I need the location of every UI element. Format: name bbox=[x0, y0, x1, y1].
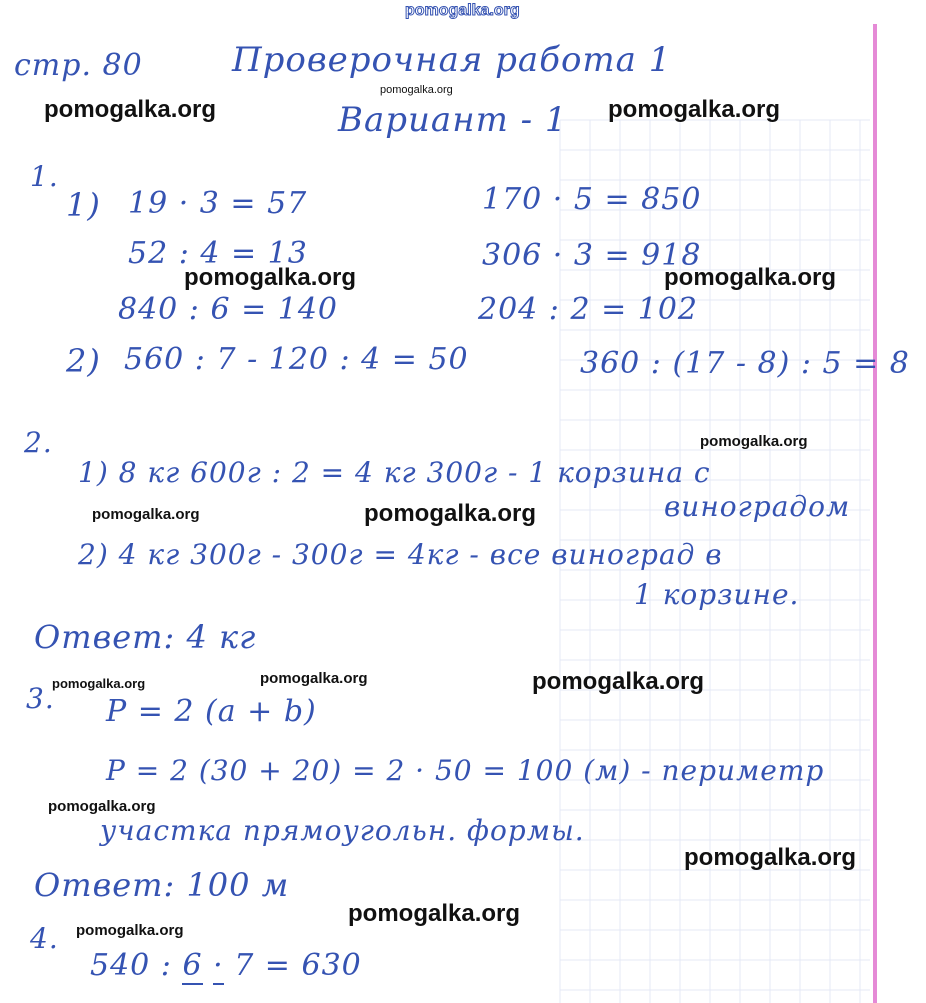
task-2-step-2: 2) 4 кг 300г - 300г = 4кг - все виноград в bbox=[78, 538, 723, 571]
work-title: Проверочная работа 1 bbox=[232, 40, 672, 80]
task-2-step-2-continuation: 1 корзине. bbox=[634, 578, 800, 611]
task-3-formula: P = 2 (a + b) bbox=[106, 694, 317, 729]
watermark: pomogalka.org bbox=[52, 676, 146, 691]
watermark: pomogalka.org bbox=[48, 798, 156, 815]
watermark: pomogalka.org bbox=[184, 264, 357, 291]
task-1-expression: 560 : 7 - 120 : 4 = 50 bbox=[124, 342, 469, 377]
task-1-part-1-label: 1) bbox=[66, 186, 101, 224]
task-4-result: 7 = 630 bbox=[234, 948, 362, 983]
task-3-answer: Ответ: 100 м bbox=[34, 866, 290, 904]
task-2-step-1: 1) 8 кг 600г : 2 = 4 кг 300г - 1 корзина с bbox=[78, 456, 711, 489]
task-4-underlined-divisor: 6 bbox=[182, 948, 203, 983]
task-1-equation: 840 : 6 = 140 bbox=[118, 292, 338, 327]
task-4-expression bbox=[90, 948, 362, 983]
task-2-answer: Ответ: 4 кг bbox=[34, 618, 257, 656]
task-1-expression: 360 : (17 - 8) : 5 = 8 bbox=[580, 346, 910, 381]
task-1-equation: 204 : 2 = 102 bbox=[478, 292, 698, 327]
watermark: pomogalka.org bbox=[700, 433, 808, 450]
watermark: pomogalka.org bbox=[664, 264, 837, 291]
task-1-part-2-label: 2) bbox=[66, 342, 101, 380]
task-3-calculation: P = 2 (30 + 20) = 2 · 50 = 100 (м) - периметр bbox=[106, 754, 825, 787]
task-2-step-1-continuation: виноградом bbox=[664, 490, 851, 523]
task-1-equation: 52 : 4 = 13 bbox=[128, 236, 308, 271]
watermark: pomogalka.org bbox=[260, 670, 368, 687]
task-1-equation: 306 · 3 = 918 bbox=[482, 238, 702, 273]
variant-label: Вариант - 1 bbox=[338, 100, 568, 140]
page-reference: стр. 80 bbox=[14, 48, 143, 83]
task-4-multiply-sign: · bbox=[213, 948, 224, 983]
watermark: pomogalka.org bbox=[684, 844, 857, 871]
watermark-top: pomogalka.org bbox=[405, 2, 520, 19]
watermark: pomogalka.org bbox=[380, 84, 453, 96]
task-4-number: 4. bbox=[30, 922, 59, 955]
watermark: pomogalka.org bbox=[364, 500, 537, 527]
watermark: pomogalka.org bbox=[348, 900, 521, 927]
watermark: pomogalka.org bbox=[44, 96, 217, 123]
task-2-number: 2. bbox=[24, 426, 53, 459]
task-1-equation: 19 · 3 = 57 bbox=[128, 186, 308, 221]
margin-line bbox=[873, 24, 877, 1003]
watermark: pomogalka.org bbox=[92, 506, 200, 523]
task-4-dividend: 540 : bbox=[90, 948, 172, 983]
watermark: pomogalka.org bbox=[76, 922, 184, 939]
watermark: pomogalka.org bbox=[608, 96, 781, 123]
task-1-equation: 170 · 5 = 850 bbox=[482, 182, 702, 217]
task-1-number: 1. bbox=[30, 160, 59, 193]
task-3-number: 3. bbox=[26, 682, 55, 715]
task-3-calculation-continuation: участка прямоугольн. формы. bbox=[100, 814, 585, 847]
watermark: pomogalka.org bbox=[532, 668, 705, 695]
